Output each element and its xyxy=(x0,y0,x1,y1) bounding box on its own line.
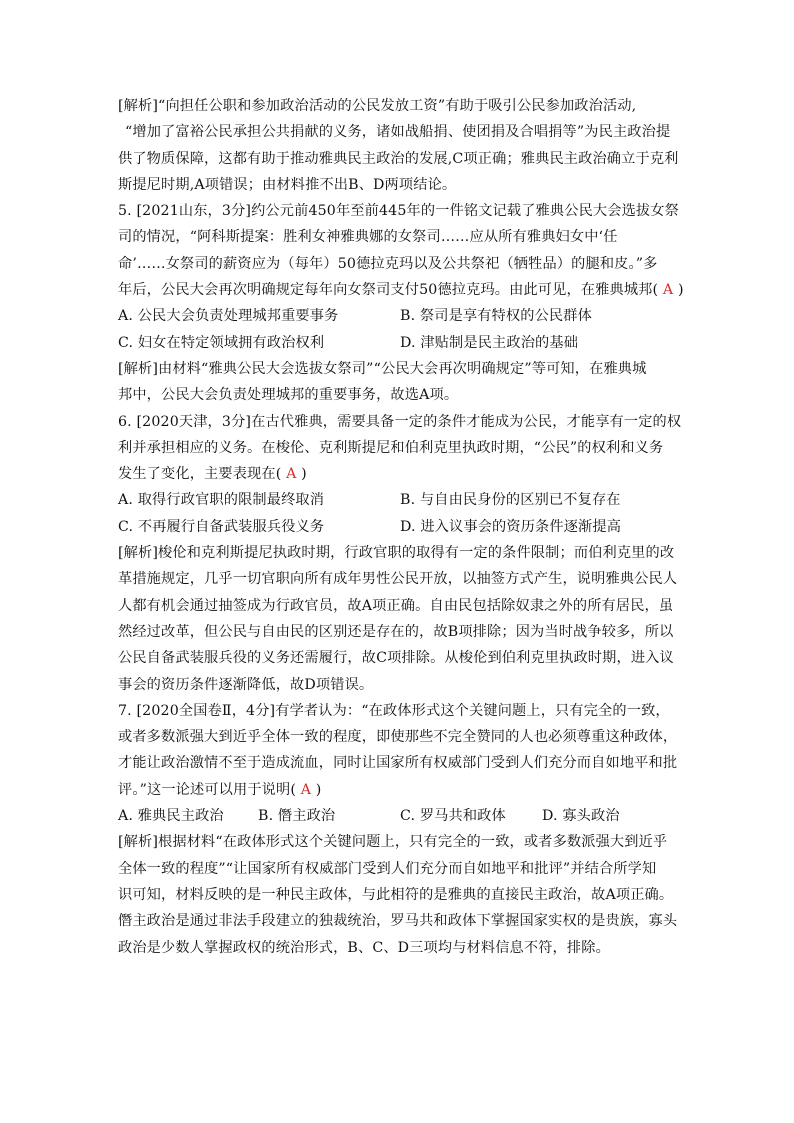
question-stem-line: 命’……女祭司的薪资应为（每年）50德拉克玛以及公共祭祀（牺牲品）的腿和皮。”多 xyxy=(118,255,658,272)
option-d: D. 津贴制是民主政治的基础 xyxy=(400,334,579,351)
question-7 xyxy=(118,698,678,961)
answer-key: A xyxy=(662,282,674,299)
analysis-line: 僭主政治是通过非法手段建立的独裁统治，罗马共和政体下掌握国家实权的是贵族，寡头 xyxy=(118,913,678,930)
analysis-line: 斯提尼时期,A项错误；由材料推不出B、D两项结论。 xyxy=(118,176,457,193)
option-b: B. 祭司是享有特权的公民群体 xyxy=(400,308,592,325)
analysis-line: 事会的资历条件逐渐降低，故D项错误。 xyxy=(118,676,374,693)
option-a: A. 雅典民主政治 xyxy=(118,808,224,825)
question-stem-last-line xyxy=(118,277,684,303)
option-c: C. 妇女在特定领域拥有政治权利 xyxy=(118,334,325,351)
option-c: C. 不再履行自备武装服兵役义务 xyxy=(118,518,325,535)
options-row xyxy=(118,303,678,329)
analysis-line: 全体一致的程度”“让国家所有权威部门受到人们充分而自如地平和批评”并结合所学知 xyxy=(118,860,657,877)
option-c: C. 罗马共和政体 xyxy=(400,808,506,825)
question-stem-line: 才能让政治激情不至于造成流血，同时让国家所有权威部门受到人们充分而自如地平和批 xyxy=(118,755,678,772)
question-6 xyxy=(118,409,682,698)
analysis-line: [解析]“向担任公职和参加政治活动的公民发放工资”有助于吸引公民参加政治活动, xyxy=(118,98,637,114)
answer-bracket-close: ) xyxy=(301,466,307,483)
question-stem-line: 利并承担相应的义务。在梭伦、克利斯提尼和伯利克里执政时期，“公民”的权利和义务 xyxy=(118,439,664,456)
analysis-line: 然经过改革，但公民与自由民的区别还是存在的，故B项排除；因为当时战争较多，所以 xyxy=(118,623,674,640)
question-stem-line: 司的情况，“阿科斯提案：胜利女神雅典娜的女祭司……应从所有雅典妇女中‘任 xyxy=(118,229,618,246)
question-stem-line: 评。”这一论述可以用于说明( xyxy=(118,781,297,798)
question-stem-last-line xyxy=(118,777,678,803)
options-row xyxy=(118,330,678,356)
question-stem-last-line xyxy=(118,461,678,487)
option-b: B. 僭主政治 xyxy=(258,808,336,825)
options-row xyxy=(118,487,678,513)
options-row xyxy=(118,514,678,540)
analysis-line: [解析]根据材料“在政体形式这个关键问题上，只有完全的一致，或者多数派强大到近乎 xyxy=(118,834,668,851)
analysis-line: 人都有机会通过抽签成为行政官员，故A项正确。自由民包括除奴隶之外的所有居民，虽 xyxy=(118,597,674,614)
option-a: A. 公民大会负责处理城邦重要事务 xyxy=(118,308,339,325)
question-stem-line: 6. [2020天津，3分]在古代雅典，需要具备一定的条件才能成为公民，才能享有一定的权 xyxy=(118,413,682,430)
analysis-line: 公民自备武装服兵役的义务还需履行，故C项排除。从梭伦到伯利克里执政时期，进入议 xyxy=(118,650,674,667)
analysis-line: 政治是少数人掌握政权的统治形式，B、C、D三项均与材料信息不符，排除。 xyxy=(118,939,610,956)
option-b: B. 与自由民身份的区别已不复存在 xyxy=(400,492,621,509)
question-stem-line: 发生了变化，主要表现在( xyxy=(118,466,282,483)
analysis-previous xyxy=(118,93,678,198)
analysis-line: 邦中，公民大会负责处理城邦的重要事务，故选A项。 xyxy=(118,387,459,404)
question-stem-line: 或者多数派强大到近乎全体一致的程度，即使那些不完全赞同的人也必须尊重这种政体， xyxy=(118,729,678,746)
analysis-line: [解析]梭伦和克利斯提尼执政时期，行政官职的取得有一定的条件限制；而伯利克里的改 xyxy=(118,545,675,562)
question-stem-line: 5. [2021山东，3分]约公元前450年至前445年的一件铭文记载了雅典公民大会选拔女祭 xyxy=(118,203,679,220)
answer-key: A xyxy=(286,466,297,483)
options-row xyxy=(118,803,678,829)
answer-key: A xyxy=(300,781,312,798)
analysis-line: “增加了富裕公民承担公共捐献的义务，诸如战船捐、使团捐及合唱捐等”为民主政治提 xyxy=(125,124,671,141)
question-stem-line: 7. [2020全国卷Ⅱ，4分]有学者认为：“在政体形式这个关键问题上，只有完全的一致， xyxy=(118,702,670,719)
answer-bracket-close: ) xyxy=(677,282,684,299)
option-d: D. 寡头政治 xyxy=(542,808,620,825)
option-a: A. 取得行政官职的限制最终取消 xyxy=(118,492,325,509)
question-5 xyxy=(118,198,684,408)
answer-bracket-close: ) xyxy=(315,781,322,798)
analysis-line: 供了物质保障，这都有助于推动雅典民主政治的发展,C项正确；雅典民主政治确立于克利 xyxy=(118,150,679,167)
document-page xyxy=(118,93,684,961)
analysis-line: 识可知，材料反映的是一种民主政体，与此相符的是雅典的直接民主政治，故A项正确。 xyxy=(118,886,674,903)
question-stem-line: 年后，公民大会再次明确规定每年向女祭司支付50德拉克玛。由此可见，在雅典城邦( xyxy=(118,282,659,299)
option-d: D. 进入议事会的资历条件逐渐提高 xyxy=(400,518,622,535)
analysis-line: 革措施规定，几乎一切官职向所有成年男性公民开放，以抽签方式产生，说明雅典公民人 xyxy=(118,571,678,588)
analysis-line: [解析]由材料“雅典公民大会选拔女祭司”“公民大会再次明确规定”等可知，在雅典城 xyxy=(118,360,647,377)
